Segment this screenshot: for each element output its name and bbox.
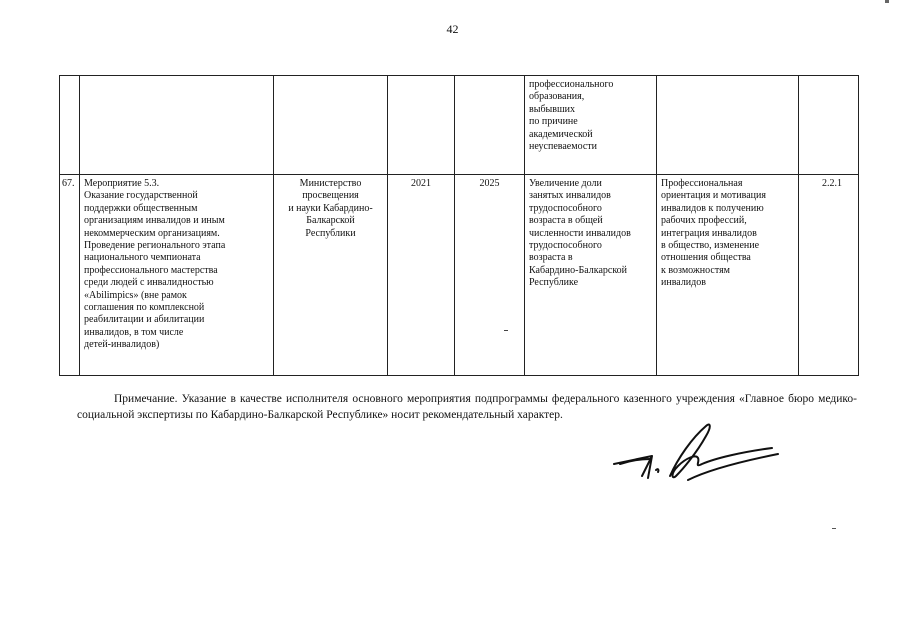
cell-expected-result [525,175,657,376]
expected-result-continuation-text: профессионального образования, выбывших по причине академической неуспеваемости [529,79,614,153]
scan-artifact [504,330,508,331]
cell-executor [274,175,388,376]
cell-indicator-link [799,175,859,376]
expected-result-text: Увеличение доли занятых инвалидов трудоспособного возраста в общей численности инвалидов трудоспособного возраста в Кабардино-Балкарской Республике [529,178,631,289]
row-number: 67. [62,178,75,189]
cell-consequences [657,175,799,376]
cell-start-year [388,76,455,175]
cell-event [80,76,274,175]
cell-consequences [657,76,799,175]
scan-artifact [885,0,889,3]
indicator-link: 2.2.1 [822,178,842,189]
cell-number [60,76,80,175]
page-number: 42 [446,22,459,36]
cell-event [80,175,274,376]
footnote: Примечание. Указание в качестве исполнителя основного мероприятия подпрограммы федерального казенного учреждения «Главное бюро медико-социальной экспертизы по Кабардино-Балкарской Республике» носит рекомендательный характер. [77,393,857,421]
cell-executor [274,76,388,175]
cell-indicator-link [799,76,859,175]
table-row-continuation [60,76,859,175]
cell-end-year [455,175,525,376]
cell-expected-result [525,76,657,175]
event-text: Мероприятие 5.3. Оказание государственной поддержки общественным организациям инвалидов и иным некоммерческим организациям. Проведение регионального этапа национального чемпионата профессионального мастерства среди людей с инвалидностью «Abilimpics» (вне рамок соглашения по комплексной реабилитации и абилитации инвалидов, в том числе детей-инвалидов) [84,178,226,351]
consequences-text: Профессиональная ориентация и мотивация инвалидов к получению рабочих профессий, интеграция инвалидов в общество, изменение отношения общества к возможностям инвалидов [661,178,766,289]
table-row-67 [60,175,859,376]
cell-number [60,175,80,376]
end-year: 2025 [479,178,500,189]
cell-end-year [455,76,525,175]
start-year: 2021 [411,178,431,189]
executor-text: Министерство просвещения и науки Кабардино- Балкарской Республики [288,178,373,239]
program-table [59,75,859,376]
cell-start-year [388,175,455,376]
signature-icon [612,418,782,490]
scan-artifact [832,528,836,529]
